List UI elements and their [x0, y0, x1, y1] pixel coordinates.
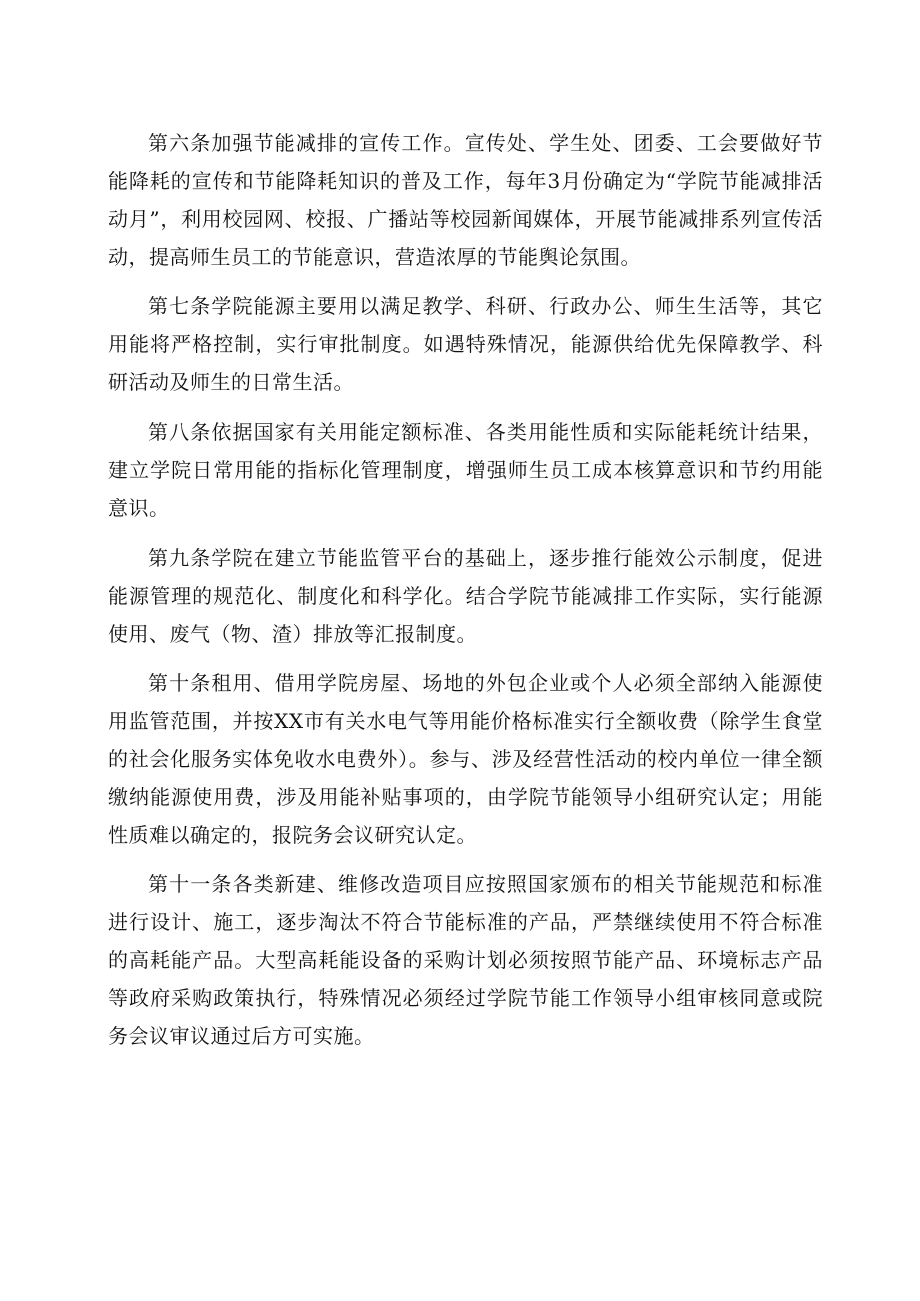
paragraph-article-10: 第十条租用、借用学院房屋、场地的外包企业或个人必须全部纳入能源使用监管范围，并按XX市有关水电气等用能价格标准实行全额收费（除学生食堂的社会化服务实体免收水电费外）。参与、涉及经营性活动的校内单位一律全额缴纳能源使用费，涉及用能补贴事项的，由学院节能领导小组研究认定；用能性质难以确定的，报院务会议研究认定。 [108, 671, 823, 847]
paragraph-article-6: 第六条加强节能减排的宣传工作。宣传处、学生处、团委、工会要做好节能降耗的宣传和节能降耗知识的普及工作，每年3月份确定为“学院节能减排活动月”，利用校园网、校报、广播站等校园新闻媒体，开展节能减排系列宣传活动，提高师生员工的节能意识，营造浓厚的节能舆论氛围。 [108, 131, 823, 269]
paragraph-article-11: 第十一条各类新建、维修改造项目应按照国家颁布的相关节能规范和标准进行设计、施工，逐步淘汰不符合节能标准的产品，严禁继续使用不符合标准的高耗能产品。大型高耗能设备的采购计划必须按照节能产品、环境标志产品等政府采购政策执行，特殊情况必须经过学院节能工作领导小组审核同意或院务会议审议通过后方可实施。 [108, 872, 823, 1048]
paragraph-article-8: 第八条依据国家有关用能定额标准、各类用能性质和实际能耗统计结果，建立学院日常用能的指标化管理制度，增强师生员工成本核算意识和节约用能意识。 [108, 420, 823, 520]
paragraph-article-9: 第九条学院在建立节能监管平台的基础上，逐步推行能效公示制度，促进能源管理的规范化、制度化和科学化。结合学院节能减排工作实际，实行能源使用、废气（物、渣）排放等汇报制度。 [108, 546, 823, 646]
document-body [108, 124, 823, 1066]
paragraph-article-7: 第七条学院能源主要用以满足教学、科研、行政办公、师生生活等，其它用能将严格控制，实行审批制度。如遇特殊情况，能源供给优先保障教学、科研活动及师生的日常生活。 [108, 294, 823, 394]
